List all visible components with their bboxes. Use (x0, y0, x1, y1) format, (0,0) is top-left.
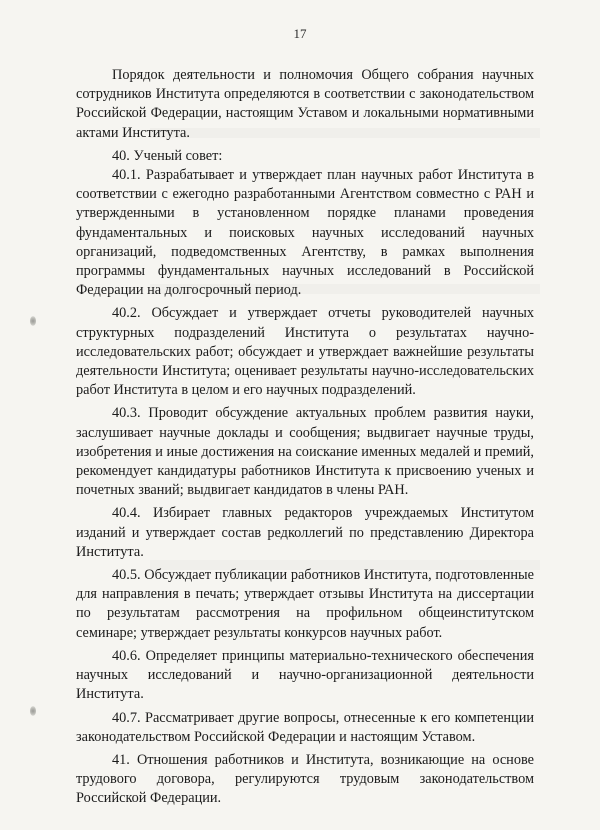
document-body (76, 66, 534, 809)
page-number: 17 (293, 26, 307, 41)
paragraph-40: 40. Ученый совет: (112, 147, 223, 164)
punch-hole-mark (30, 316, 36, 326)
paragraph-general-meeting: Порядок деятельности и полномочия Общего собрания научных сотрудников Института определяются в соответствии с законодательством Российской Федерации, настоящим Уставом и локальными нормативными актами Института. (76, 67, 534, 141)
punch-hole-mark (30, 706, 36, 716)
paragraph-40-2: 40.2. Обсуждает и утверждает отчеты руководителей научных структурных подразделений Института о результатах научно-исследовательских работ; обсуждает и утверждает важнейшие результаты деятельности Института; оценивает результаты научно-исследовательских работ Института в целом и его научных подразделений. (76, 305, 534, 399)
paragraph-40-4: 40.4. Избирает главных редакторов учреждаемых Институтом изданий и утверждает состав редколлегий по представлению Директора Института. (76, 505, 534, 560)
paragraph-41: 41. Отношения работников и Института, возникающие на основе трудового договора, регулируются трудовым законодательством Российской Федерации. (76, 751, 534, 807)
paragraph-40-6: 40.6. Определяет принципы материально-технического обеспечения научных исследований и научно-организационной деятельности Института. (76, 647, 534, 703)
paragraph-40-5: 40.5. Обсуждает публикации работников Института, подготовленные для направления в печать; утверждает отзывы Института на диссертации по результатам рассмотрения на профильном общеинститутском семинаре; утверждает результаты конкурсов научных работ. (76, 567, 534, 641)
paragraph-40-3: 40.3. Проводит обсуждение актуальных проблем развития науки, заслушивает научные доклады и сообщения; выдвигает научные труды, изобретения и иные достижения на соискание именных медалей и премий, рекомендует кандидатуры работников Института к присвоению ученых и почетных званий; выдвигает кандидатов в члены РАН. (76, 405, 534, 499)
paragraph-40-1: 40.1. Разрабатывает и утверждает план научных работ Института в соответствии с ежегодно разработанными Агентством совместно с РАН и утвержденными в установленном порядке планами проведения фундаментальных и поисковых научных исследований научных организаций, подведомственных Агентству, в рамках выполнения программы фундаментальных научных исследований в Российской Федерации на долгосрочный период. (76, 167, 534, 299)
paragraph-40-7: 40.7. Рассматривает другие вопросы, отнесенные к его компетенции законодательством Российской Федерации и настоящим Уставом. (76, 709, 534, 745)
